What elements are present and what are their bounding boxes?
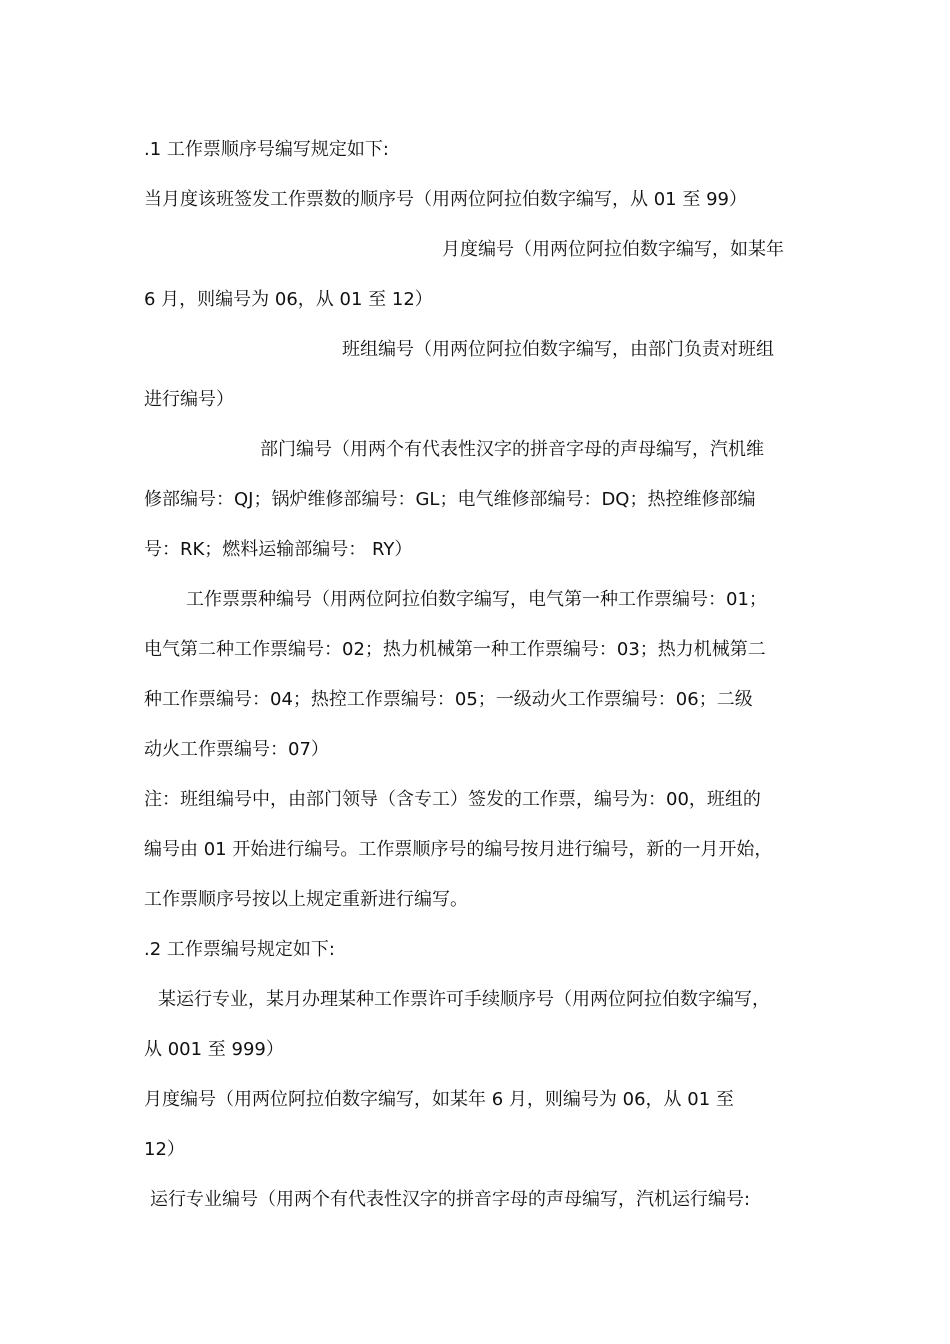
paragraph-line: 部门编号（用两个有代表性汉字的拼音字母的声母编写，汽机维 [260, 439, 764, 460]
paragraph-line: 运行专业编号（用两个有代表性汉字的拼音字母的声母编写，汽机运行编号: [150, 1189, 751, 1210]
note-line: 工作票顺序号按以上规定重新进行编写。 [144, 889, 468, 910]
paragraph-line: 月度编号（用两位阿拉伯数字编写，如某年 6 月，则编号为 06，从 01 至 [144, 1089, 734, 1110]
paragraph-line: 修部编号：QJ；锅炉维修部编号：GL；电气维修部编号：DQ；热控维修部编 [144, 489, 756, 510]
paragraph-line: 进行编号） [144, 389, 234, 410]
section-heading-2: .2 工作票编号规定如下: [144, 939, 335, 960]
paragraph-line: 月度编号（用两位阿拉伯数字编写，如某年 [442, 239, 784, 260]
section-heading-1: .1 工作票顺序号编写规定如下: [144, 139, 389, 160]
paragraph-line: 动火工作票编号：07） [144, 739, 329, 760]
paragraph-line: 当月度该班签发工作票数的顺序号（用两位阿拉伯数字编写，从 01 至 99） [144, 189, 747, 210]
paragraph-line: 从 001 至 999） [144, 1039, 284, 1060]
note-line: 编号由 01 开始进行编号。工作票顺序号的编号按月进行编号，新的一月开始， [144, 839, 773, 860]
paragraph-line: 电气第二种工作票编号：02；热力机械第一种工作票编号：03；热力机械第二 [144, 639, 766, 660]
paragraph-line: 号：RK；燃料运输部编号： RY） [144, 539, 413, 560]
paragraph-line: 种工作票编号：04；热控工作票编号：05；一级动火工作票编号：06；二级 [144, 689, 753, 710]
paragraph-line: 工作票票种编号（用两位阿拉伯数字编写，电气第一种工作票编号：01； [186, 589, 767, 610]
note-line: 注：班组编号中，由部门领导（含专工）签发的工作票，编号为：00，班组的 [144, 789, 761, 810]
paragraph-line: 班组编号（用两位阿拉伯数字编写，由部门负责对班组 [342, 339, 774, 360]
paragraph-line: 某运行专业，某月办理某种工作票许可手续顺序号（用两位阿拉伯数字编写， [158, 989, 770, 1010]
paragraph-line: 6 月，则编号为 06，从 01 至 12） [144, 289, 433, 310]
paragraph-line: 12） [144, 1139, 185, 1160]
